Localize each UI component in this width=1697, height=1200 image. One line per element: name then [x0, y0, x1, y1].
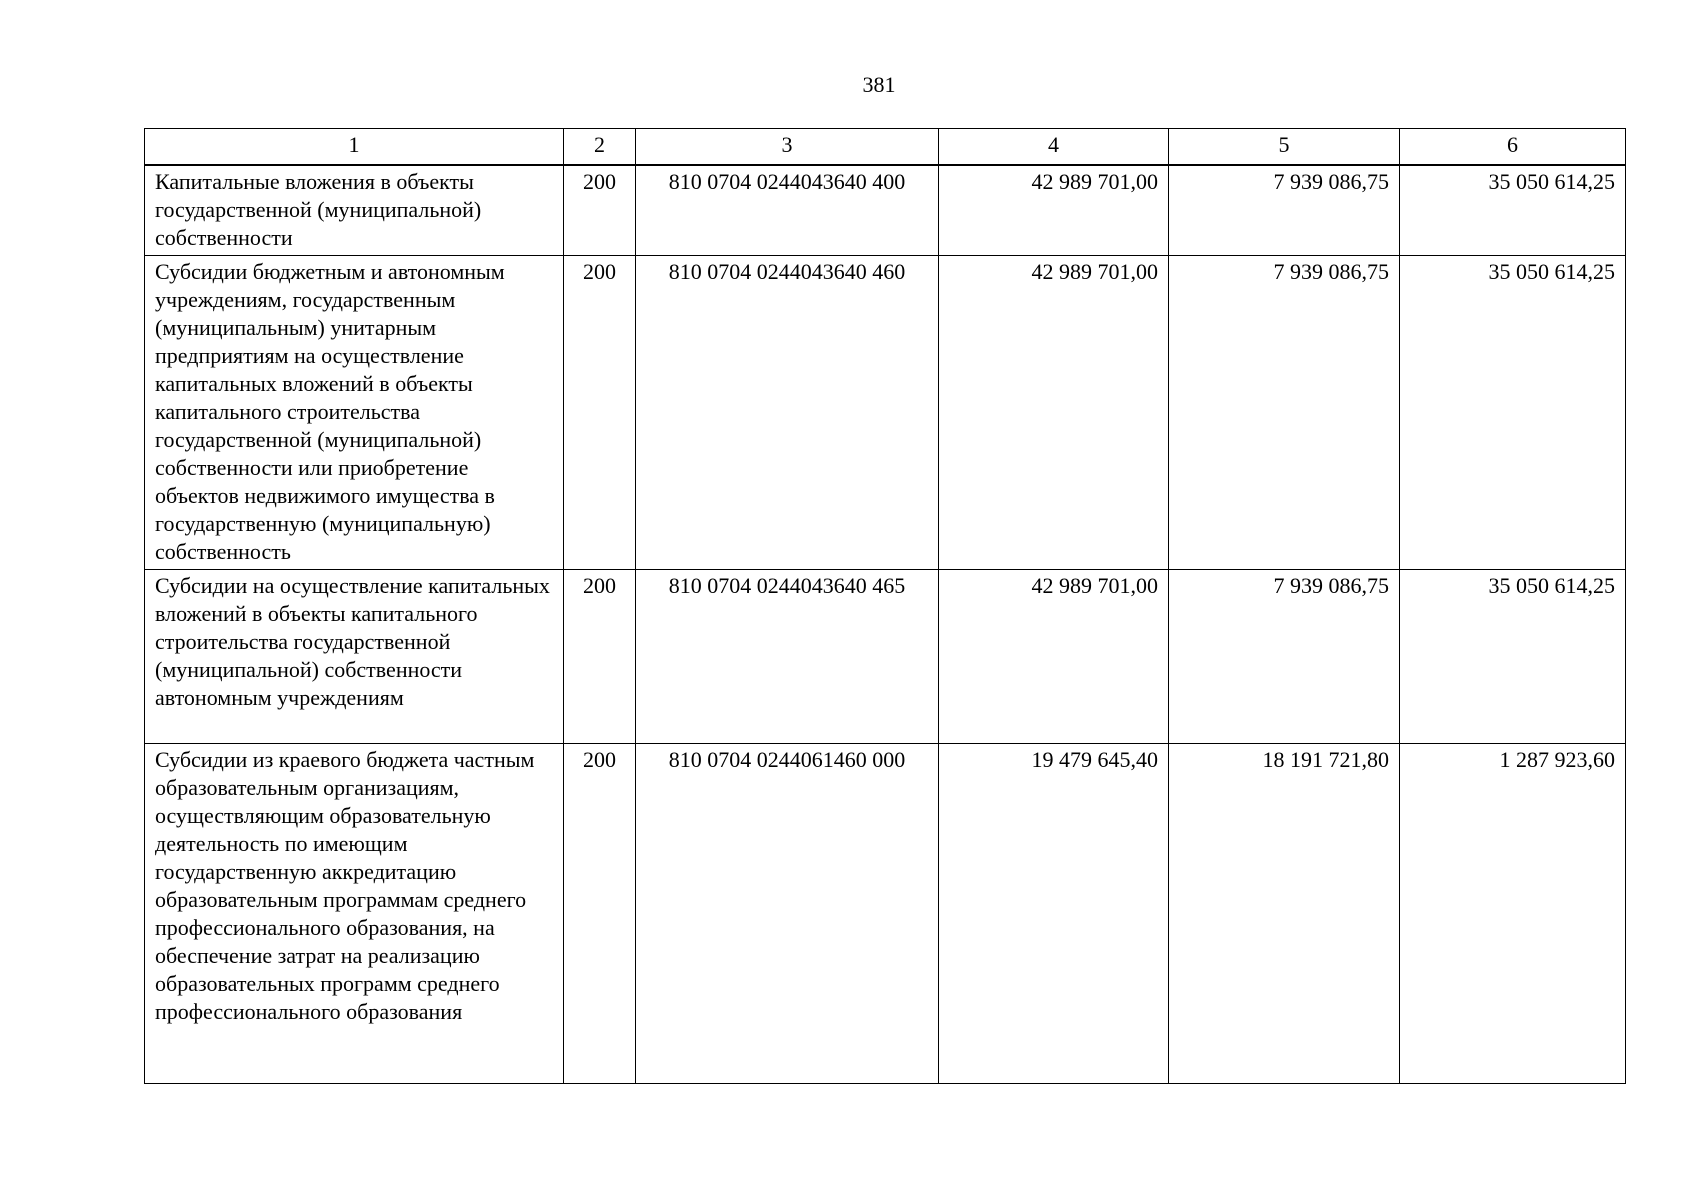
budget-table	[144, 128, 1626, 1084]
row-value-col4: 19 479 645,40	[939, 744, 1169, 1084]
column-header-5: 5	[1169, 129, 1400, 166]
row-value-col4: 42 989 701,00	[939, 165, 1169, 256]
page-number: 381	[862, 72, 896, 97]
column-header-3: 3	[636, 129, 939, 166]
row-name: Капитальные вложения в объекты государственной (муниципальной) собственности	[145, 165, 564, 256]
row-value-col4: 42 989 701,00	[939, 570, 1169, 744]
table-row	[145, 570, 1626, 744]
row-code: 200	[564, 256, 636, 570]
row-kbk-code: 810 0704 0244043640 460	[636, 256, 939, 570]
row-value-col6: 35 050 614,25	[1400, 256, 1626, 570]
row-kbk-code: 810 0704 0244043640 465	[636, 570, 939, 744]
row-code: 200	[564, 744, 636, 1084]
row-value-col5: 7 939 086,75	[1169, 256, 1400, 570]
row-value-col5: 18 191 721,80	[1169, 744, 1400, 1084]
table-row	[145, 165, 1626, 256]
row-name: Субсидии бюджетным и автономным учреждениям, государственным (муниципальным) унитарным предприятиям на осуществление капитальных вложений в объекты капитального строительства государственной (муниципальной) собственности или приобретение объектов недвижимого имущества в государственную (муниципальную) собственность	[145, 256, 564, 570]
row-value-col5: 7 939 086,75	[1169, 165, 1400, 256]
row-name: Субсидии из краевого бюджета частным образовательным организациям, осуществляющим образовательную деятельность по имеющим государственную аккредитацию образовательным программам среднего профессионального образования, на обеспечение затрат на реализацию образовательных программ среднего профессионального образования	[145, 744, 564, 1084]
column-header-6: 6	[1400, 129, 1626, 166]
row-value-col6: 35 050 614,25	[1400, 165, 1626, 256]
column-header-1: 1	[145, 129, 564, 166]
row-value-col6: 1 287 923,60	[1400, 744, 1626, 1084]
row-value-col5: 7 939 086,75	[1169, 570, 1400, 744]
row-code: 200	[564, 570, 636, 744]
row-kbk-code: 810 0704 0244043640 400	[636, 165, 939, 256]
table-row	[145, 744, 1626, 1084]
row-code: 200	[564, 165, 636, 256]
row-value-col4: 42 989 701,00	[939, 256, 1169, 570]
row-name: Субсидии на осуществление капитальных вложений в объекты капитального строительства государственной (муниципальной) собственности автономным учреждениям	[145, 570, 564, 744]
column-header-2: 2	[564, 129, 636, 166]
column-header-4: 4	[939, 129, 1169, 166]
table-header-row	[145, 129, 1626, 166]
row-value-col6: 35 050 614,25	[1400, 570, 1626, 744]
row-kbk-code: 810 0704 0244061460 000	[636, 744, 939, 1084]
table-row	[145, 256, 1626, 570]
